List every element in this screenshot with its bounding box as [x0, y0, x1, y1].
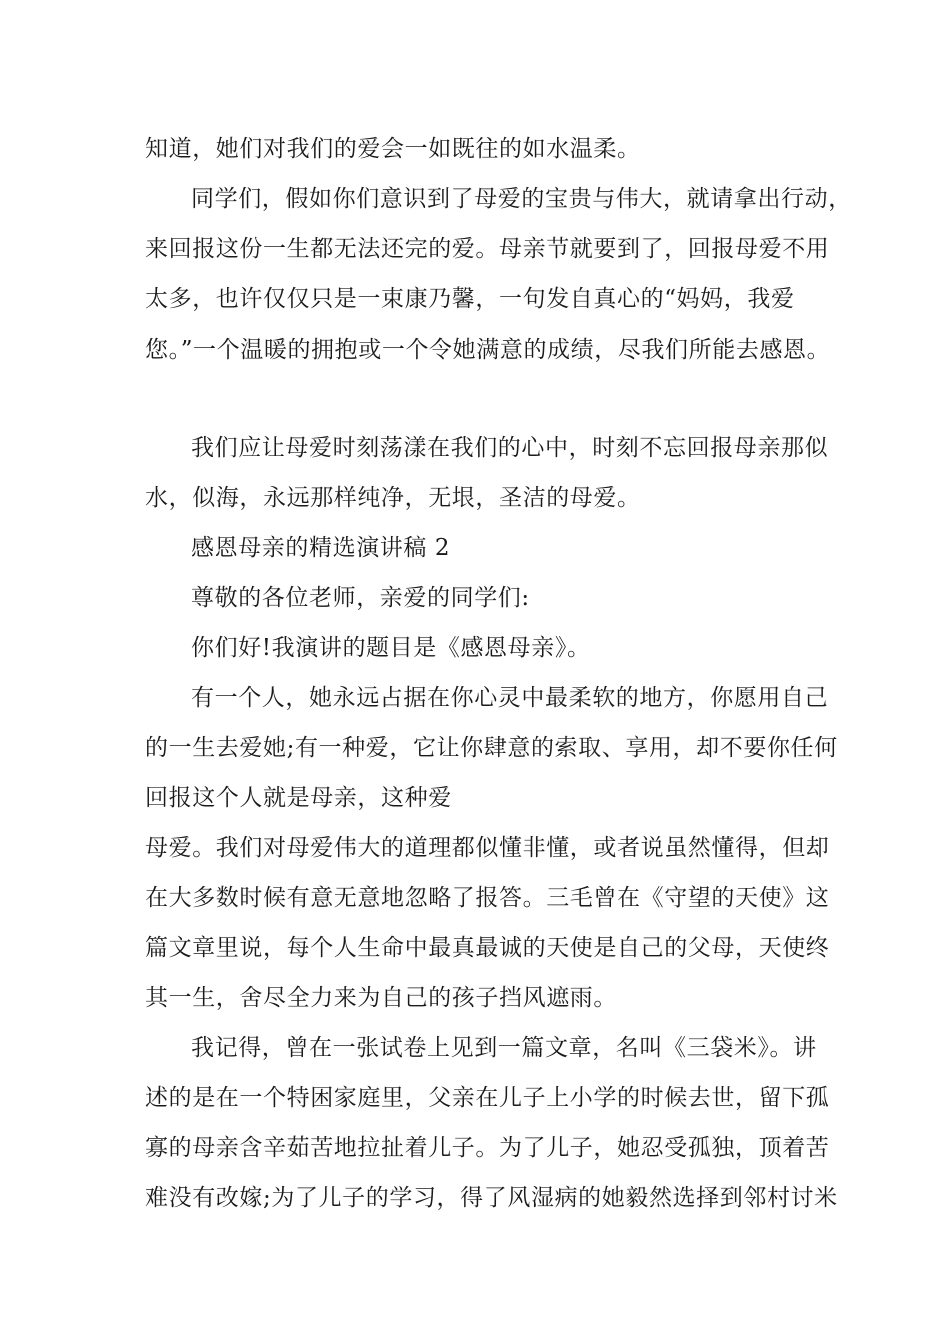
- text-line-10: 你们好!我演讲的题目是《感恩母亲》。: [191, 635, 591, 661]
- text-line-15: 在大多数时候有意无意地忽略了报答。三毛曾在《守望的天使》这: [145, 885, 830, 911]
- text-line-5: 您。”一个温暖的拥抱或一个令她满意的成绩，尽我们所能去感恩。: [145, 337, 831, 363]
- text-line-18: 我记得，曾在一张试卷上见到一篇文章，名叫《三袋米》。讲: [191, 1035, 817, 1061]
- section-heading: 感恩母亲的精选演讲稿 2: [191, 535, 451, 561]
- text-line-16: 篇文章里说，每个人生命中最真最诚的天使是自己的父母，天使终: [145, 935, 830, 961]
- text-line-2: 同学们，假如你们意识到了母爱的宝贵与伟大，就请拿出行动，: [191, 186, 852, 212]
- text-line-21: 难没有改嫁;为了儿子的学习，得了风湿病的她毅然选择到邻村讨米: [145, 1185, 838, 1211]
- text-line-13: 回报这个人就是母亲，这种爱: [145, 785, 452, 811]
- text-line-1: 知道，她们对我们的爱会一如既往的如水温柔。: [145, 136, 641, 162]
- text-line-4: 太多，也许仅仅只是一束康乃馨，一句发自真心的“妈妈，我爱: [145, 286, 795, 312]
- text-line-7: 水，似海，永远那样纯净，无垠，圣洁的母爱。: [145, 485, 641, 511]
- text-line-17: 其一生，舍尽全力来为自己的孩子挡风遮雨。: [145, 985, 617, 1011]
- text-line-19: 述的是在一个特困家庭里，父亲在儿子上小学的时候去世，留下孤: [145, 1085, 830, 1111]
- text-line-12: 的一生去爱她;有一种爱，它让你肆意的索取、享用，却不要你任何: [145, 735, 838, 761]
- text-line-20: 寡的母亲含辛茹苦地拉扯着儿子。为了儿子，她忍受孤独，顶着苦: [145, 1135, 830, 1161]
- text-line-3: 来回报这份一生都无法还完的爱。母亲节就要到了，回报母爱不用: [145, 236, 830, 262]
- text-line-11: 有一个人，她永远占据在你心灵中最柔软的地方，你愿用自己: [191, 685, 829, 711]
- text-line-9: 尊敬的各位老师，亲爱的同学们:: [191, 585, 530, 611]
- text-line-6: 我们应让母爱时刻荡漾在我们的心中，时刻不忘回报母亲那似: [191, 435, 829, 461]
- text-line-14: 母爱。我们对母爱伟大的道理都似懂非懂，或者说虽然懂得，但却: [145, 835, 830, 861]
